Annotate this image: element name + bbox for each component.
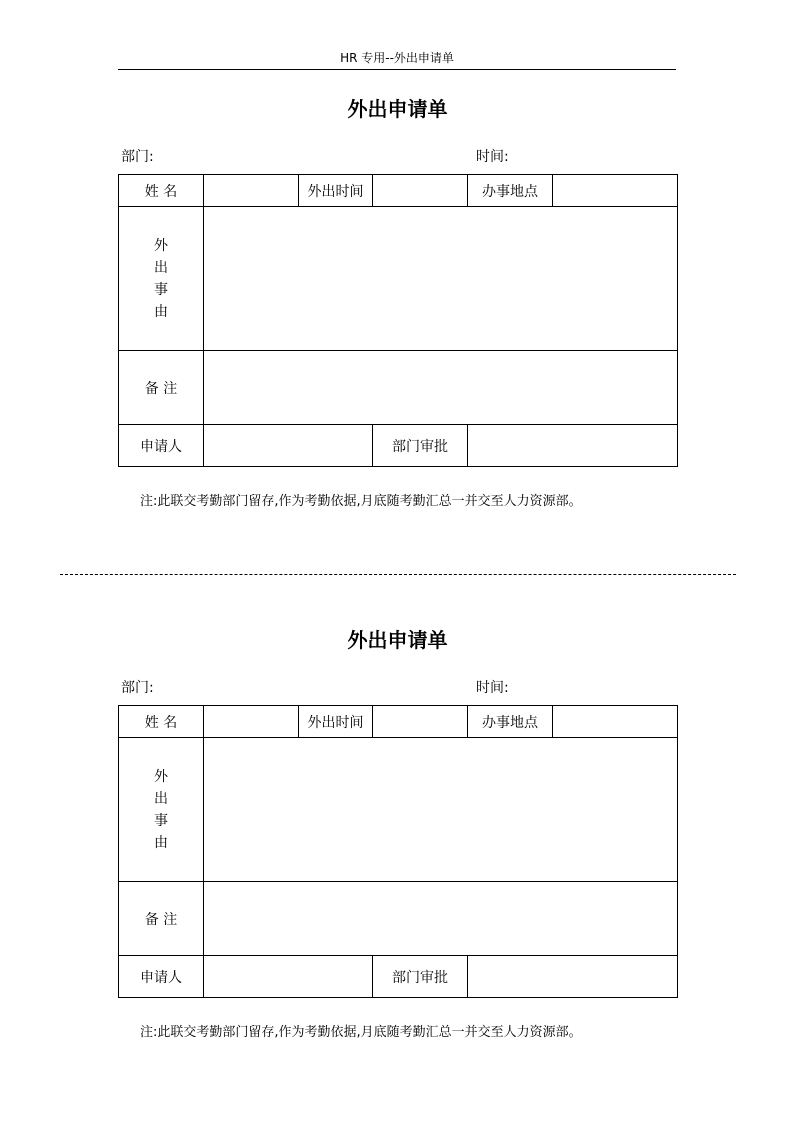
remark-label: 备 注	[119, 351, 204, 425]
out-time-field[interactable]	[373, 706, 468, 738]
approval-label: 部门审批	[373, 956, 468, 998]
time-label: 时间:	[476, 149, 509, 165]
name-label: 姓 名	[119, 175, 204, 207]
applicant-label: 申请人	[119, 425, 204, 467]
place-label: 办事地点	[468, 175, 553, 207]
approval-field[interactable]	[468, 425, 678, 467]
cut-line	[60, 574, 736, 575]
applicant-field[interactable]	[204, 425, 373, 467]
dept-label: 部门:	[121, 149, 154, 165]
reason-field[interactable]	[204, 207, 678, 351]
place-field[interactable]	[553, 706, 678, 738]
form-title: 外出申请单	[347, 97, 448, 121]
footnote: 注:此联交考勤部门留存,作为考勤依据,月底随考勤汇总一并交至人力资源部。	[140, 494, 582, 509]
page-header: HR 专用--外出申请单	[340, 51, 454, 65]
remark-field[interactable]	[204, 351, 678, 425]
time-label: 时间:	[476, 680, 509, 696]
footnote: 注:此联交考勤部门留存,作为考勤依据,月底随考勤汇总一并交至人力资源部。	[140, 1025, 582, 1040]
out-time-label: 外出时间	[299, 706, 373, 738]
dept-label: 部门:	[121, 680, 154, 696]
reason-label: 外 出 事 由	[119, 207, 204, 351]
name-field[interactable]	[204, 175, 299, 207]
approval-label: 部门审批	[373, 425, 468, 467]
name-label: 姓 名	[119, 706, 204, 738]
reason-field[interactable]	[204, 738, 678, 882]
remark-field[interactable]	[204, 882, 678, 956]
applicant-field[interactable]	[204, 956, 373, 998]
header-rule	[118, 69, 676, 70]
applicant-label: 申请人	[119, 956, 204, 998]
form-title: 外出申请单	[347, 628, 448, 652]
place-label: 办事地点	[468, 706, 553, 738]
application-table	[118, 174, 678, 467]
approval-field[interactable]	[468, 956, 678, 998]
out-time-label: 外出时间	[299, 175, 373, 207]
reason-label: 外 出 事 由	[119, 738, 204, 882]
place-field[interactable]	[553, 175, 678, 207]
remark-label: 备 注	[119, 882, 204, 956]
application-table	[118, 705, 678, 998]
out-time-field[interactable]	[373, 175, 468, 207]
name-field[interactable]	[204, 706, 299, 738]
